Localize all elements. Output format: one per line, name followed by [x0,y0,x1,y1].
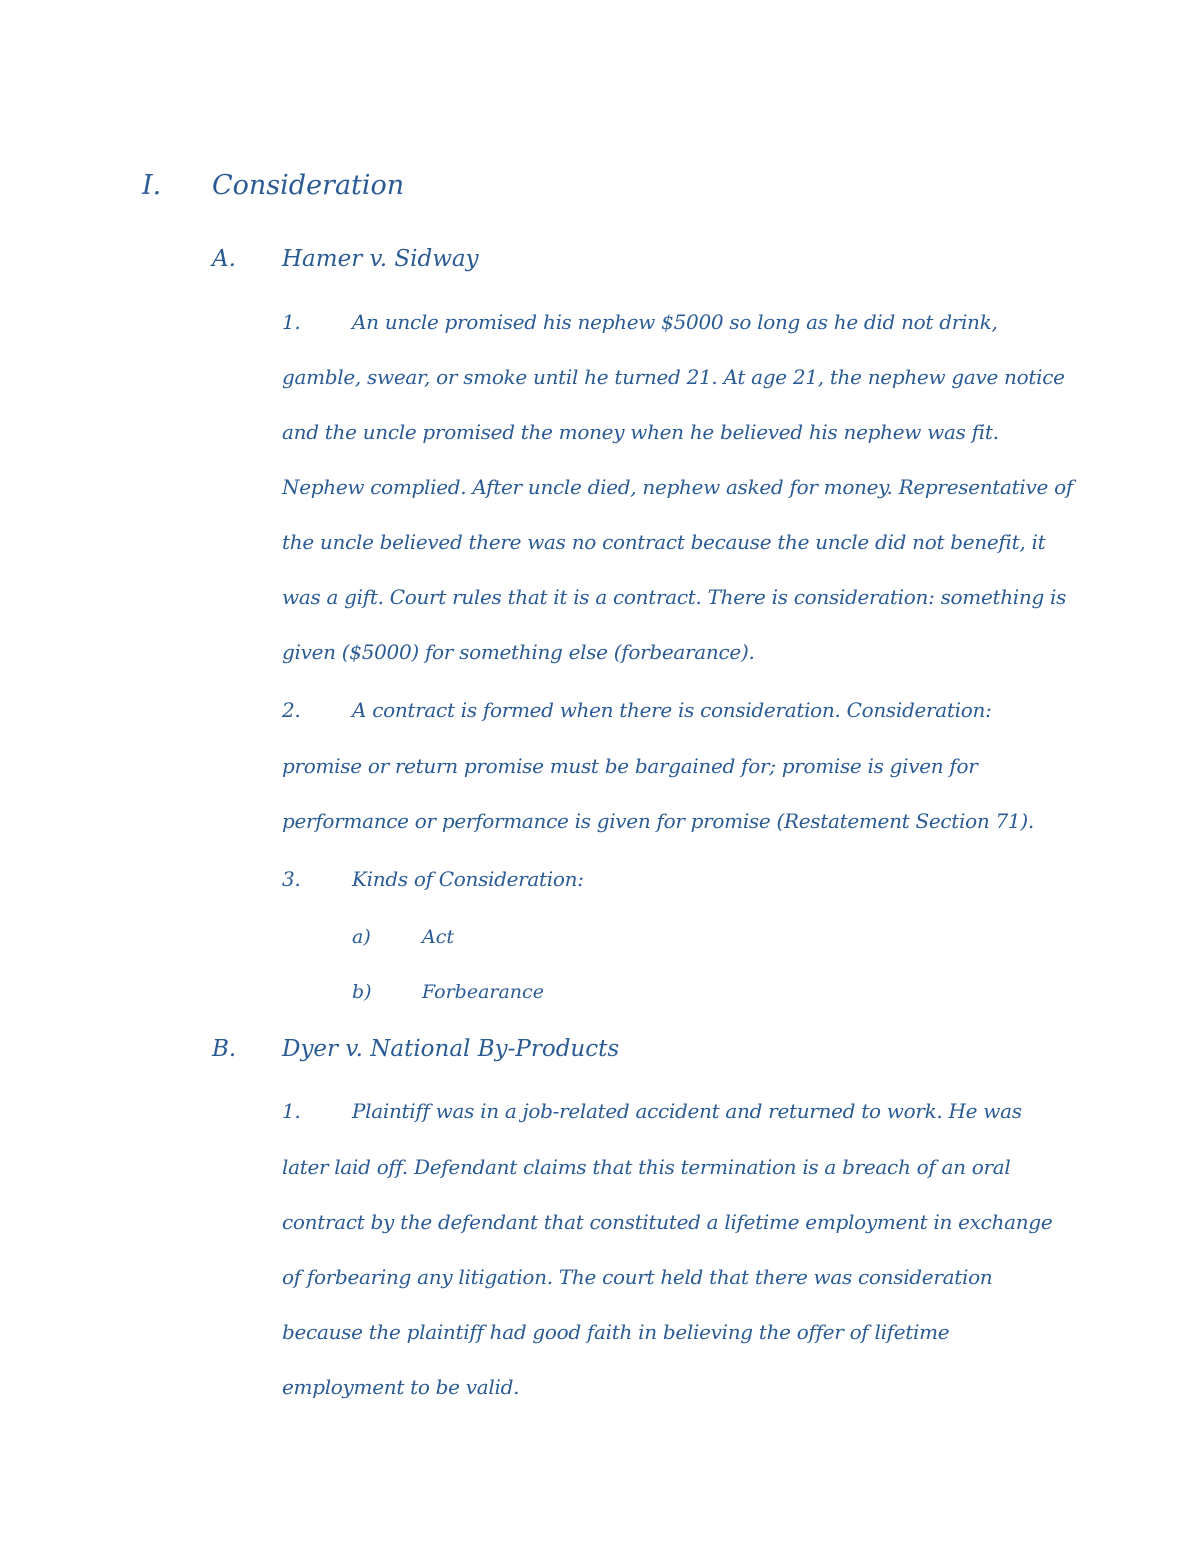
sub-item-marker: a) [352,926,371,948]
heading-a-letter: A. [212,246,236,272]
paragraph-line: was a gift. Court rules that it is a contract. There is consideration: something is [282,585,1067,609]
paragraph-line: performance or performance is given for promise (Restatement Section 71). [282,809,1034,833]
paragraph-line: promise or return promise must be bargained for; promise is given for [282,754,978,778]
paragraph-line: A contract is formed when there is consideration. Consideration: [352,698,992,722]
heading-b-letter: B. [212,1036,237,1062]
section-number: I. [142,170,162,201]
item-number: 1. [282,1099,301,1123]
item-number: 1. [282,310,301,334]
paragraph-line: and the uncle promised the money when he believed his nephew was fit. [282,420,999,444]
heading-a-title: Hamer v. Sidway [282,246,479,272]
paragraph-line: gamble, swear, or smoke until he turned 21. At age 21, the nephew gave notice [282,365,1065,389]
item-number: 2. [282,698,301,722]
sub-item-marker: b) [352,981,372,1003]
paragraph-line: the uncle believed there was no contract because the uncle did not benefit, it [282,530,1046,554]
paragraph-line: employment to be valid. [282,1375,520,1399]
sub-item-text: Forbearance [422,981,544,1003]
paragraph-line: Plaintiff was in a job-related accident and returned to work. He was [352,1099,1022,1123]
paragraph-line: given ($5000) for something else (forbearance). [282,640,755,664]
paragraph-line: later laid off. Defendant claims that this termination is a breach of an oral [282,1155,1011,1179]
sub-item-text: Act [422,926,454,948]
heading-b-title: Dyer v. National By-Products [282,1036,620,1062]
paragraph-line: Kinds of Consideration: [352,867,584,891]
item-number: 3. [282,867,301,891]
paragraph-line: of forbearing any litigation. The court held that there was consideration [282,1265,993,1289]
paragraph-line: Nephew complied. After uncle died, nephew asked for money. Representative of [282,475,1073,499]
paragraph-line: contract by the defendant that constituted a lifetime employment in exchange [282,1210,1053,1234]
paragraph-line: because the plaintiff had good faith in believing the offer of lifetime [282,1320,950,1344]
section-title: Consideration [212,170,405,201]
paragraph-line: An uncle promised his nephew $5000 so long as he did not drink, [352,310,998,334]
